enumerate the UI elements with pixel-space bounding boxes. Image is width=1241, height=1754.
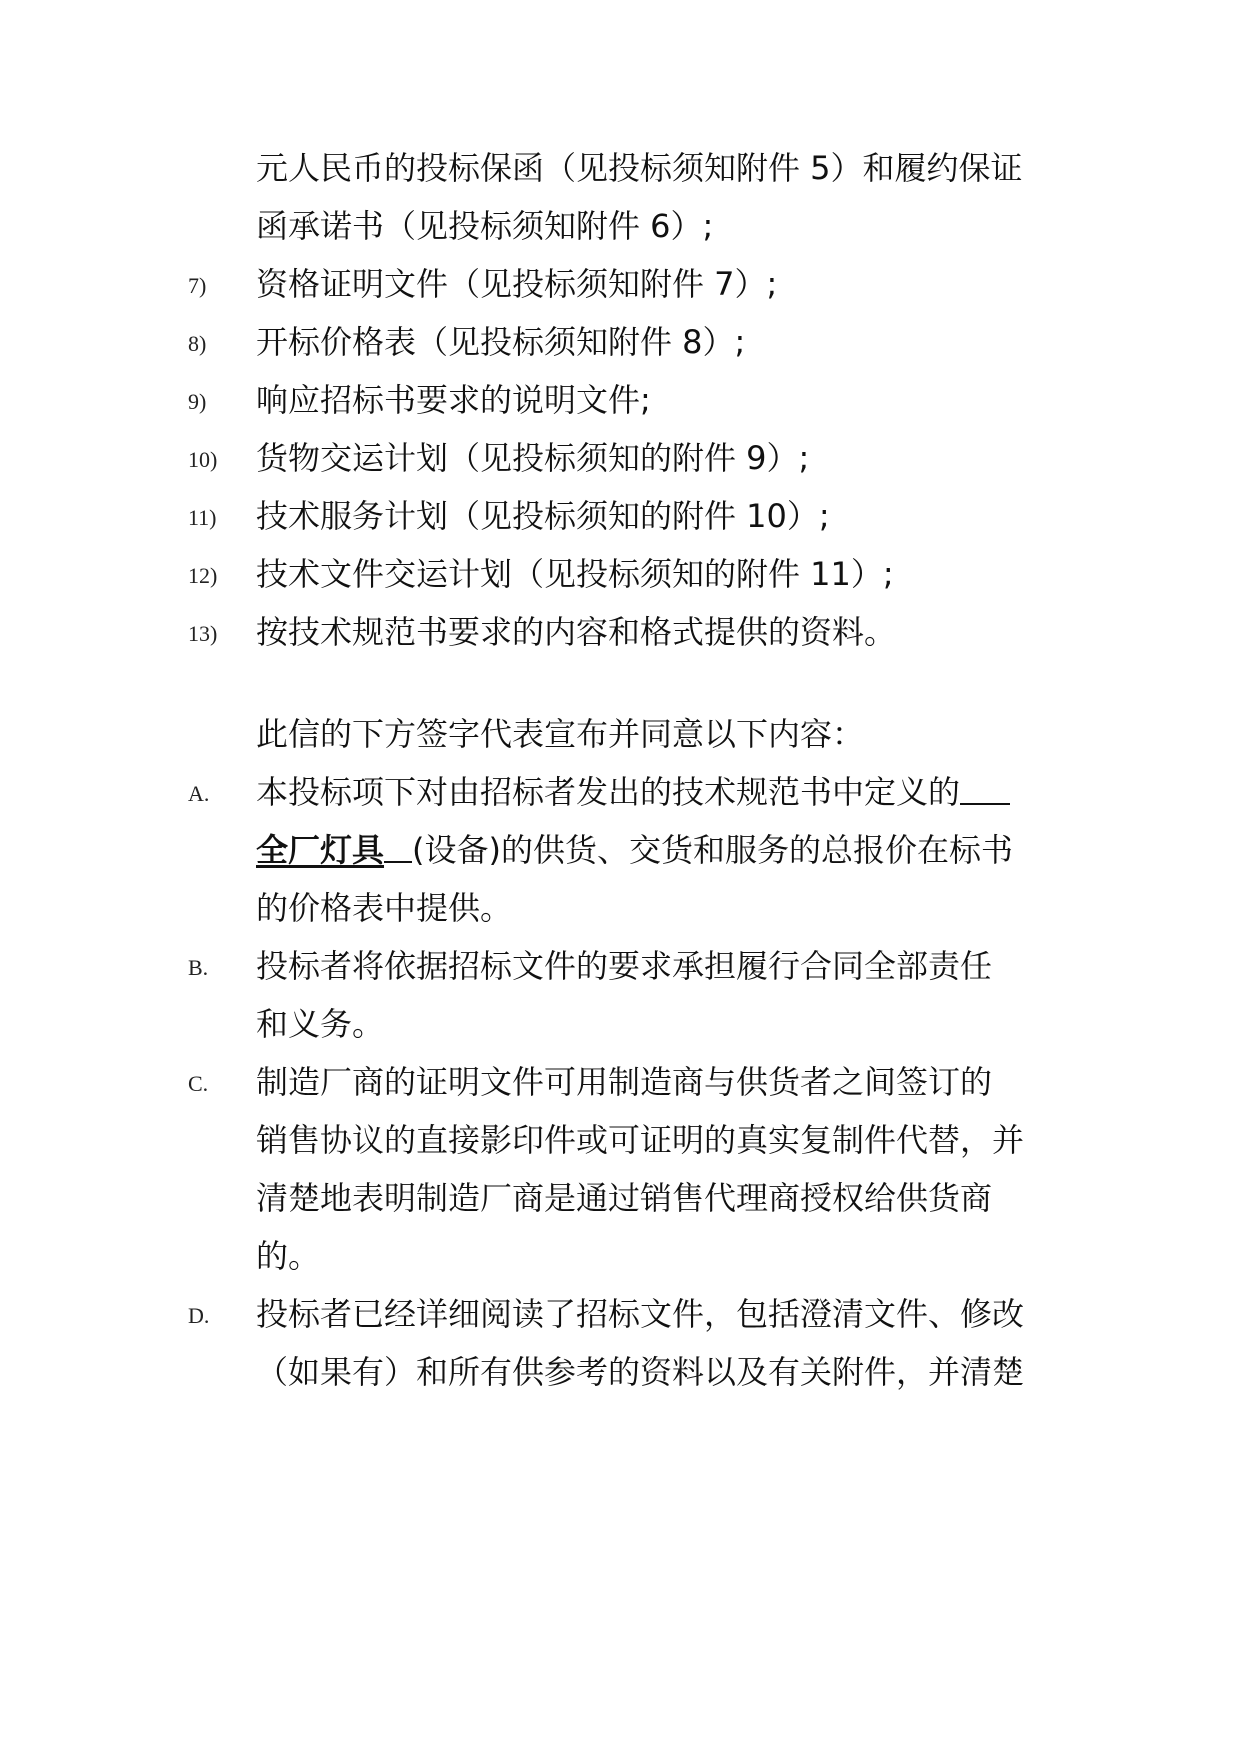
clause-label-c: C. (188, 1071, 209, 1096)
item-text: 响应招标书要求的说明文件; (256, 381, 651, 419)
clause-label-d: D. (188, 1303, 210, 1328)
clause-a-line-2 (256, 830, 1013, 870)
clause-c-line-1: 制造厂商的证明文件可用制造商与供货者之间签订的 (256, 1063, 993, 1101)
clause-a-line-1 (256, 772, 1010, 812)
item-number: 7) (188, 273, 207, 298)
clause-label-b: B. (188, 955, 209, 980)
item-number: 12) (188, 563, 218, 588)
intro-line-1: 元人民币的投标保函（见投标须知附件 5）和履约保证 (256, 149, 1023, 187)
equipment-name: 全厂灯具 (256, 831, 385, 869)
intro-line-2: 函承诺书（见投标须知附件 6）; (256, 207, 714, 245)
clause-a-line-1-text: 本投标项下对由招标者发出的技术规范书中定义的 (256, 773, 961, 811)
item-number: 9) (188, 389, 207, 414)
item-number: 13) (188, 621, 218, 646)
item-text: 技术服务计划（见投标须知的附件 10）; (256, 497, 830, 535)
item-number: 8) (188, 331, 207, 356)
fill-in-blank (960, 773, 1010, 805)
clause-a-line-3: 的价格表中提供。 (256, 889, 513, 927)
clause-d-line-2: （如果有）和所有供参考的资料以及有关附件，并清楚 (256, 1353, 1025, 1391)
fill-in-blank-tail (384, 831, 412, 863)
clause-label-a: A. (188, 781, 210, 806)
item-number: 11) (188, 505, 217, 530)
item-text: 技术文件交运计划（见投标须知的附件 11）; (256, 555, 894, 593)
clause-c-line-4: 的。 (256, 1237, 321, 1275)
clause-c-line-2: 销售协议的直接影印件或可证明的真实复制件代替，并 (256, 1121, 1025, 1159)
clause-b-line-2: 和义务。 (256, 1005, 385, 1043)
clause-a-line-2-text: (设备)的供货、交货和服务的总报价在标书 (412, 831, 1013, 869)
declaration-intro: 此信的下方签字代表宣布并同意以下内容： (256, 715, 865, 753)
clause-c-line-3: 清楚地表明制造厂商是通过销售代理商授权给供货商 (256, 1179, 993, 1217)
item-text: 资格证明文件（见投标须知附件 7）; (256, 265, 778, 303)
item-text: 开标价格表（见投标须知附件 8）; (256, 323, 746, 361)
item-number: 10) (188, 447, 218, 472)
item-text: 按技术规范书要求的内容和格式提供的资料。 (256, 613, 897, 651)
item-text: 货物交运计划（见投标须知的附件 9）; (256, 439, 810, 477)
clause-b-line-1: 投标者将依据招标文件的要求承担履行合同全部责任 (256, 947, 993, 985)
clause-d-line-1: 投标者已经详细阅读了招标文件，包括澄清文件、修改 (256, 1295, 1025, 1333)
